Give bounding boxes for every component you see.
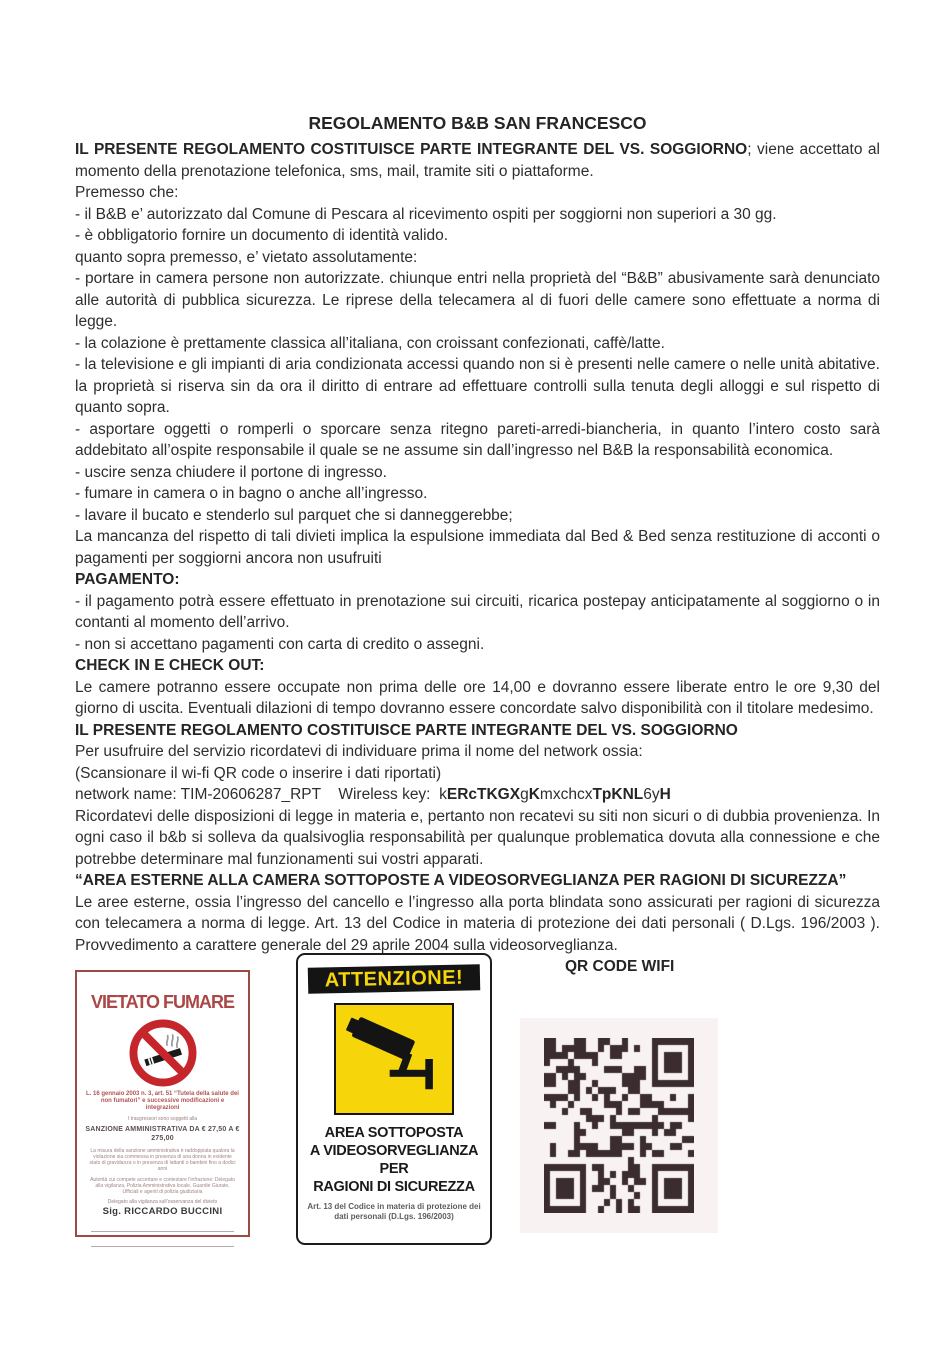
wifi-scan-line: (Scansionare il wi-fi QR code o inserire i dati riportati) [75, 764, 442, 782]
no-smoking-icon [127, 1017, 199, 1089]
no-smoking-title: VIETATO FUMARE [91, 992, 234, 1012]
wifi-disclaimer: Ricordatevi delle disposizioni di legge in materia e, pertanto non recatevi su siti non sicuri o di dubbia provenienza. In ogni caso il b&b si solleva da qualsivoglia responsabilità per qualunque problematica dovuta alla connessione e che potrebbe determinare mal funzionamenti sui vostri apparati. [75, 807, 880, 868]
surveillance-text-line2: A VIDEOSORVEGLIANZA [309, 1143, 479, 1159]
rule-fumare: - fumare in camera o in bagno o anche all’ingresso. [75, 485, 428, 502]
no-smoking-law-text: L. 16 gennaio 2003 n. 3, art. 51 “Tutela della salute dei non fumatori” e successive modificazioni e integrazioni [86, 1091, 239, 1111]
rule-portone: - uscire senza chiudere il portone di ingresso. [75, 463, 387, 481]
no-smoking-delegate-name: Sig. RICCARDO BUCCINI [102, 1206, 223, 1217]
surveillance-footnote: Art. 13 del Codice in materia di protezione dei dati personali (D.Lgs. 196/2003) [307, 1202, 481, 1221]
qr-pattern [544, 1038, 694, 1213]
intro-line: IL PRESENTE REGOLAMENTO COSTITUISCE PARTE INTEGRANTE DEL VS. SOGGIORNO; viene accettato al momento della prenotazione telefonica, sms, mail, tramite siti o piattaforme. [75, 141, 880, 180]
checkin-heading: CHECK IN E CHECK OUT: [75, 657, 265, 674]
no-smoking-note-1: La misura della sanzione amministrativa è raddoppiata qualora la violazione sia commessa in presenza di una donna in evidente stato di gravidanza o in presenza di lattanti o bambini fino a dodici anni [89, 1148, 236, 1172]
videosorveglianza-heading: “AREA ESTERNE ALLA CAMERA SOTTOPOSTE A VIDEOSORVEGLIANZA PER RAGIONI DI SICUREZZA” [75, 872, 847, 889]
qr-code-label: QR CODE WIFI [565, 958, 675, 975]
espulsione-line: La mancanza del rispetto di tali divieti implica la espulsione immediata dal Bed & Bed senza restituzione di acconti o pagamenti per soggiorni ancora non usufruiti [75, 528, 880, 567]
rule-documento: - è obbligatorio fornire un documento di identità valido. [75, 227, 449, 244]
signature-line [91, 1246, 234, 1247]
wifi-credentials: network name: TIM-20606287_RPT Wireless key: kERcTKGXgKmxchcxTpKNL6yH [75, 786, 671, 803]
premesso-line: Premesso che: [75, 184, 179, 201]
cctv-camera-icon [334, 1003, 454, 1115]
wifi-qr-code [520, 1018, 718, 1233]
checkin-line: Le camere potranno essere occupate non prima delle ore 14,00 e dovranno essere liberate entro le ore 9,30 del giorno di uscita. Eventuali dilazioni di tempo dovranno essere concordate salvo disponibilità con il titolare medesimo. [75, 678, 880, 717]
rule-colazione: - la colazione è prettamente classica all’italiana, con croissant confezionati, caffè/latte. [75, 334, 665, 352]
videosorveglianza-line: Le aree esterne, ossia l’ingresso del cancello e l’ingresso alla porta blindata sono assicurati per ragioni di sicurezza con telecamera a norma di legge. Art. 13 del Codice in materia di protezione dei dati personali ( D.Lgs. 196/2003 ). Provvedimento a carattere generale del 29 aprile 2004 sulla videosorveglianza. [75, 893, 880, 954]
surveillance-sign [296, 953, 492, 1245]
regolamento-heading2: IL PRESENTE REGOLAMENTO COSTITUISCE PARTE INTEGRANTE DEL VS. SOGGIORNO [75, 721, 738, 739]
surveillance-text [306, 1124, 482, 1196]
pagamento-line2: - non si accettano pagamenti con carta di credito o assegni. [75, 635, 485, 653]
rule-asportare: - asportare oggetti o romperli o sporcare senza ritegno pareti-arredi-biancheria, in quanto l’intero costo sarà addebitato all’ospite responsabile il quale se ne assume sin dall’ingresso nel B&B la responsabilità economica. [75, 420, 880, 459]
pagamento-heading: PAGAMENTO: [75, 571, 180, 588]
rule-televisione: - la televisione e gli impianti di aria condizionata accessi quando non si è presenti nelle camere o nelle unità abitative. la proprietà si riserva sin da ora il diritto di entrare ad effettuare controlli sulla tenuta degli alloggi e sul rispetto di quanto sopra. [75, 356, 880, 416]
doc-title: REGOLAMENTO B&B SAN FRANCESCO [308, 113, 647, 133]
vietato-line: quanto sopra premesso, e’ vietato assolutamente: [75, 248, 418, 266]
wifi-intro: Per usufruire del servizio ricordatevi di individuare prima il nome del network ossia: [75, 743, 643, 760]
no-smoking-sanction: SANZIONE AMMINISTRATIVA DA € 27,50 A € 275,00 [85, 1126, 240, 1142]
rule-bucato: - lavare il bucato e stenderlo sul parquet che si danneggerebbe; [75, 506, 513, 524]
surveillance-text-line4: RAGIONI DI SICUREZZA [313, 1179, 475, 1195]
rule-persone: - portare in camera persone non autorizzate. chiunque entri nella proprietà del “B&B” abusivamente sarà denunciato alle autorità di pubblica sicurezza. Le riprese della telecamera al di fuori delle camere sono effettuate a norma di legge. [75, 270, 880, 330]
no-smoking-sign [75, 970, 250, 1237]
rule-autorizzato: - il B&B e’ autorizzato dal Comune di Pescara al ricevimento ospiti per soggiorni non superiori a 30 gg. [75, 205, 777, 223]
pagamento-line1: - il pagamento potrà essere effettuato in prenotazione sui circuiti, ricarica postepay anticipatamente al soggiorno o in contanti al momento dell’arrivo. [75, 592, 880, 631]
surveillance-text-line3: PER [379, 1161, 409, 1177]
attention-banner: ATTENZIONE! [308, 964, 481, 994]
signature-line [91, 1231, 234, 1232]
no-smoking-note-2: Autorità cui compete accertare e contestare l’infrazione: Delegato alla vigilanza, Polizia Amministrativa locale, Guardie Giurate, Ufficiali e agenti di polizia giudiziaria [90, 1177, 235, 1195]
no-smoking-delegate-line: Delegato alla vigilanza sull’osservanza del divieto [107, 1199, 218, 1205]
no-smoking-subject-line: I trasgressori sono soggetti alla [127, 1116, 198, 1122]
surveillance-text-line1: AREA SOTTOPOSTA [324, 1125, 464, 1141]
